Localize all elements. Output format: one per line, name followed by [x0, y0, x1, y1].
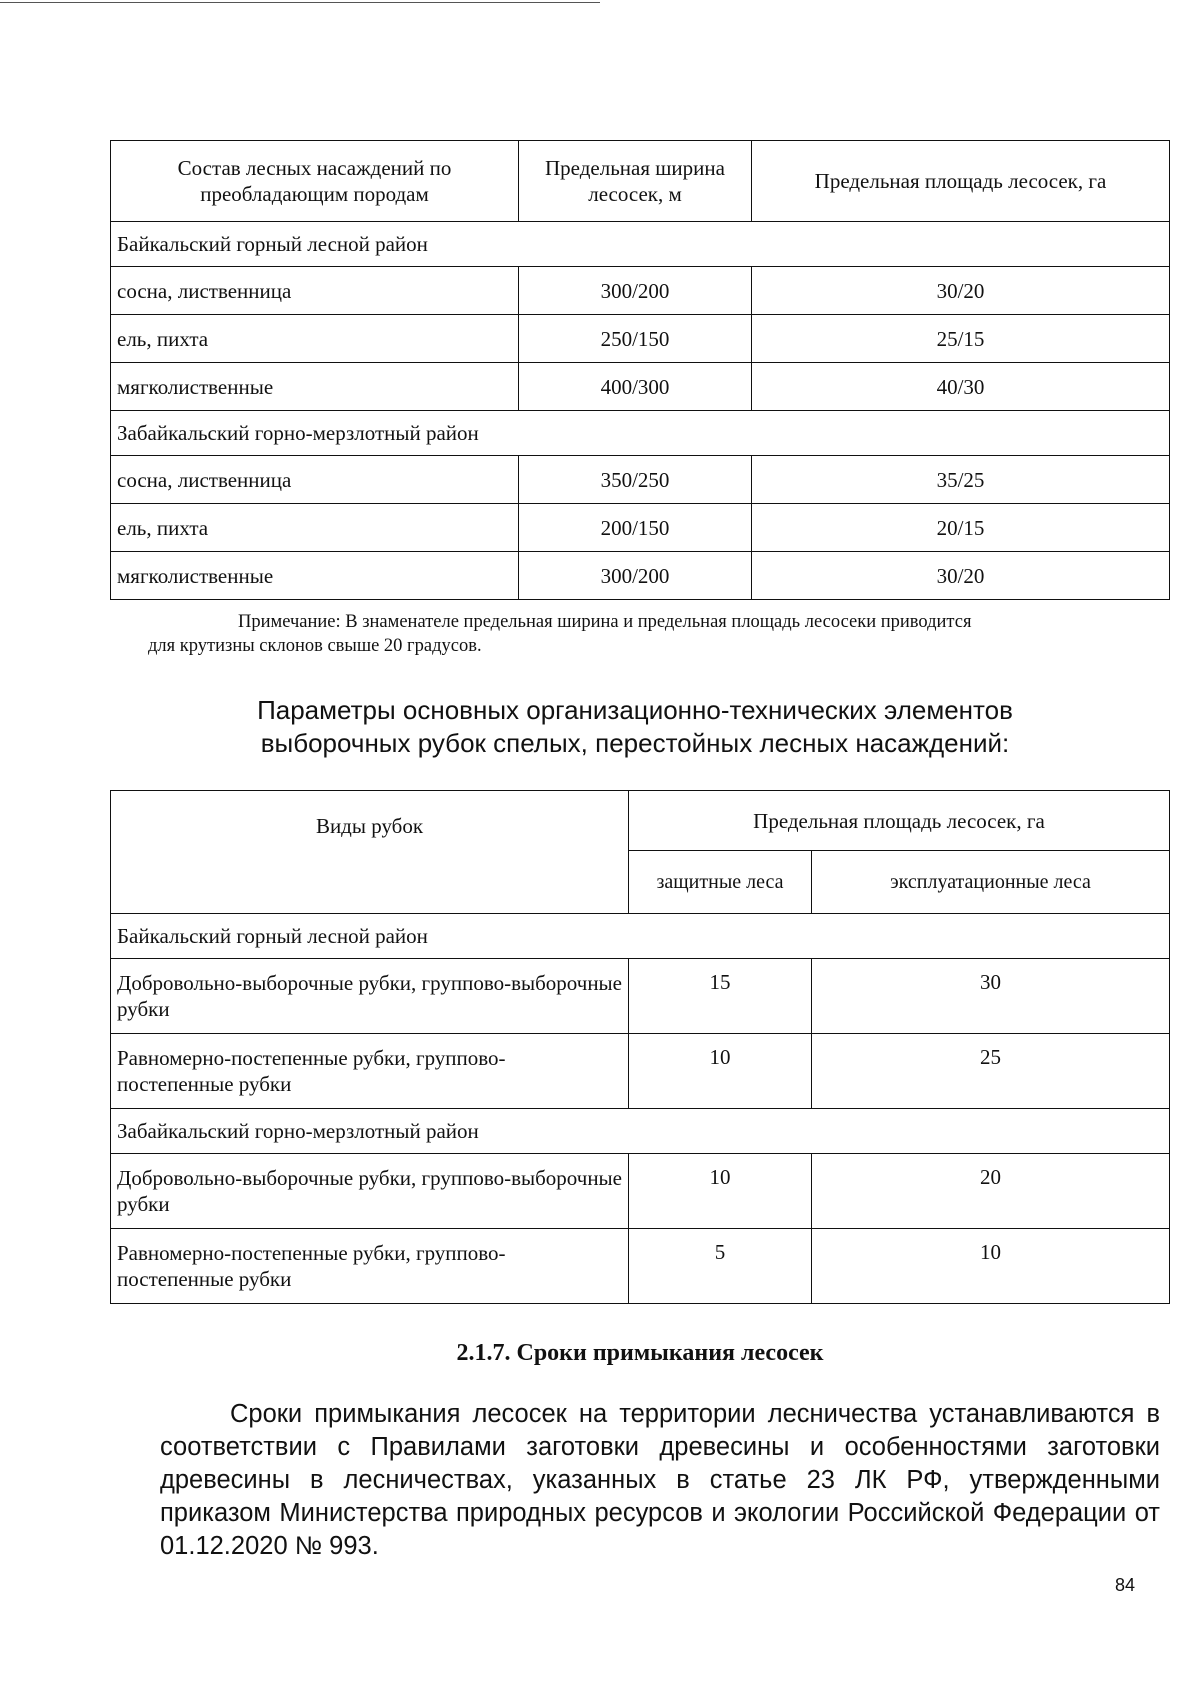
header-max-area-group: Предельная площадь лесосек, га: [629, 791, 1170, 851]
exploitation-area-cell: 25: [812, 1034, 1170, 1109]
width-cell: 400/300: [519, 363, 752, 411]
table-row: [111, 315, 1170, 363]
species-cell: сосна, лиственница: [111, 456, 519, 504]
header-protective-forests: защитные леса: [629, 851, 812, 914]
document-page: [110, 140, 1170, 1563]
table-row: [111, 456, 1170, 504]
clearcut-limits-table: [110, 140, 1170, 600]
selective-felling-heading: [110, 694, 1160, 760]
region-row: [111, 411, 1170, 456]
species-cell: мягколиственные: [111, 363, 519, 411]
region-zabaikal: Забайкальский горно-мерзлотный район: [111, 411, 1170, 456]
exploitation-area-cell: 20: [812, 1154, 1170, 1229]
body-paragraph: [160, 1398, 1160, 1563]
area-cell: 30/20: [752, 552, 1170, 600]
protective-area-cell: 5: [629, 1229, 812, 1304]
width-cell: 300/200: [519, 267, 752, 315]
area-cell: 30/20: [752, 267, 1170, 315]
note-line-1: Примечание: В знаменателе предельная ширина и предельная площадь лесосеки приводится: [238, 612, 972, 632]
species-cell: сосна, лиственница: [111, 267, 519, 315]
table-header-row: [111, 791, 1170, 851]
region-row: [111, 914, 1170, 959]
header-species-composition: Состав лесных насаждений по преобладающим породам: [111, 141, 519, 222]
species-cell: мягколиственные: [111, 552, 519, 600]
table-note: [148, 610, 1148, 658]
scan-top-edge-line: [0, 2, 600, 3]
table-row: [111, 1034, 1170, 1109]
felling-kind-cell: Добровольно-выборочные рубки, группово-выборочные рубки: [111, 1154, 629, 1229]
header-max-area: Предельная площадь лесосек, га: [752, 141, 1170, 222]
table-row: [111, 552, 1170, 600]
width-cell: 200/150: [519, 504, 752, 552]
table-row: [111, 363, 1170, 411]
paragraph-text: Сроки примыкания лесосек на территории лесничества устанавливаются в соответствии с Правилами заготовки древесины и особенностями заготовки древесины в лесничествах, указанных в статье 23 ЛК РФ, утвержденными приказом Министерства природных ресурсов и экологии Российской Федерации от 01.12.2020 № 993.: [160, 1400, 1160, 1560]
table-row: [111, 1154, 1170, 1229]
width-cell: 250/150: [519, 315, 752, 363]
header-exploitation-forests: эксплуатационные леса: [812, 851, 1170, 914]
exploitation-area-cell: 30: [812, 959, 1170, 1034]
note-line-2: для крутизны склонов свыше 20 градусов.: [148, 636, 482, 656]
table-row: [111, 959, 1170, 1034]
felling-kind-cell: Добровольно-выборочные рубки, группово-выборочные рубки: [111, 959, 629, 1034]
protective-area-cell: 10: [629, 1034, 812, 1109]
table-header-row: [111, 141, 1170, 222]
region-row: [111, 1109, 1170, 1154]
header-max-width: Предельная ширина лесосек, м: [519, 141, 752, 222]
heading-line-2: выборочных рубок спелых, перестойных лесных насаждений:: [260, 728, 1010, 758]
species-cell: ель, пихта: [111, 504, 519, 552]
felling-kind-cell: Равномерно-постепенные рубки, группово-постепенные рубки: [111, 1229, 629, 1304]
table-row: [111, 1229, 1170, 1304]
header-felling-kind: Виды рубок: [111, 791, 629, 914]
species-cell: ель, пихта: [111, 315, 519, 363]
section-title: 2.1.7. Сроки примыкания лесосек: [456, 1340, 824, 1366]
width-cell: 300/200: [519, 552, 752, 600]
table-row: [111, 504, 1170, 552]
area-cell: 25/15: [752, 315, 1170, 363]
region-row: [111, 222, 1170, 267]
area-cell: 35/25: [752, 456, 1170, 504]
exploitation-area-cell: 10: [812, 1229, 1170, 1304]
width-cell: 350/250: [519, 456, 752, 504]
protective-area-cell: 10: [629, 1154, 812, 1229]
table-row: [111, 267, 1170, 315]
region-zabaikal: Забайкальский горно-мерзлотный район: [111, 1109, 1170, 1154]
region-baikal: Байкальский горный лесной район: [111, 222, 1170, 267]
felling-kind-cell: Равномерно-постепенные рубки, группово-постепенные рубки: [111, 1034, 629, 1109]
area-cell: 40/30: [752, 363, 1170, 411]
region-baikal: Байкальский горный лесной район: [111, 914, 1170, 959]
page-number: 84: [1115, 1575, 1136, 1595]
area-cell: 20/15: [752, 504, 1170, 552]
heading-line-1: Параметры основных организационно-технических элементов: [257, 695, 1013, 725]
selective-felling-table: [110, 790, 1170, 1304]
protective-area-cell: 15: [629, 959, 812, 1034]
